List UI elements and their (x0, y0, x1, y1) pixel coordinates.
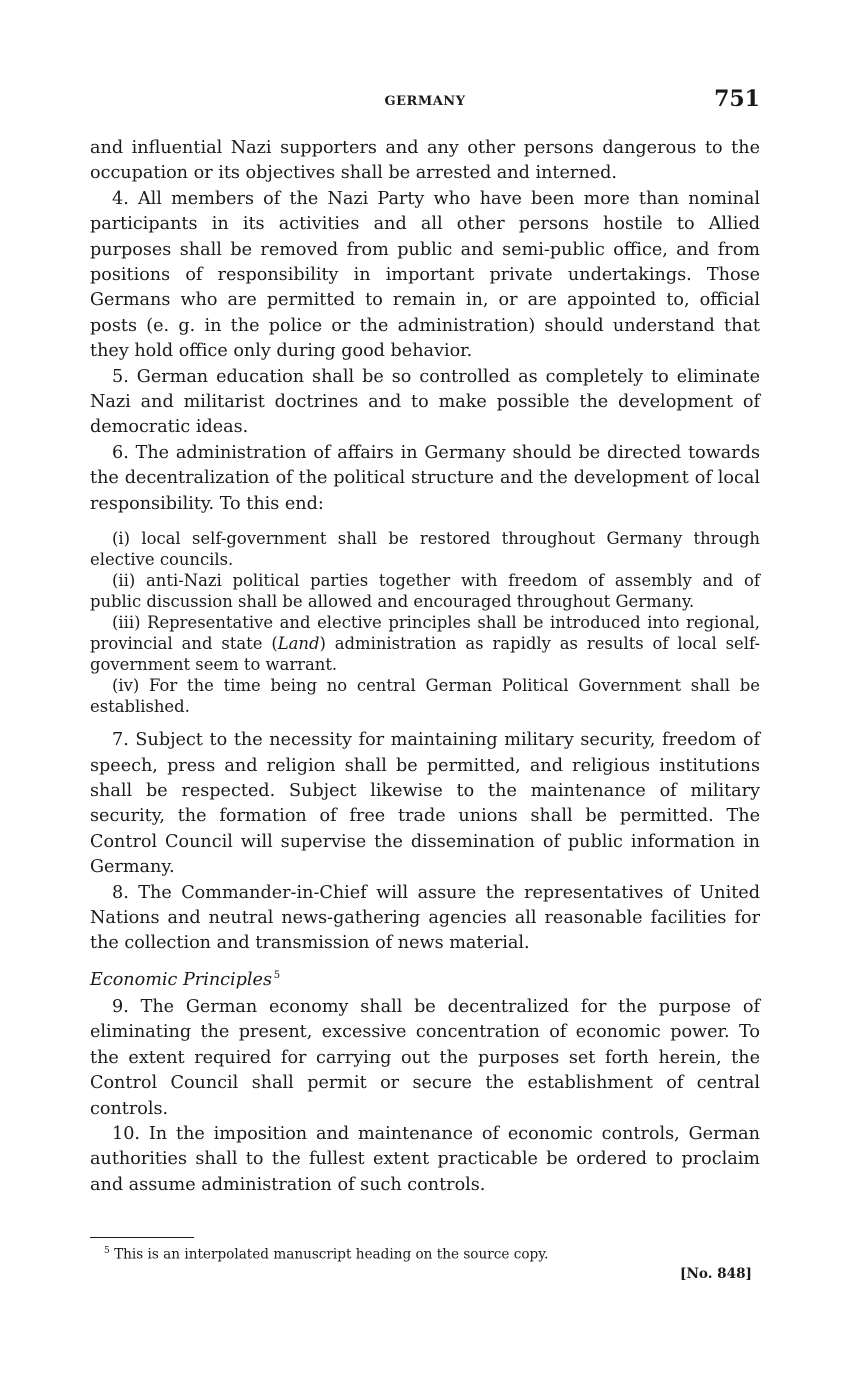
paragraph-7: 7. Subject to the necessity for maintaining military security, freedom of speech, press and religion shall be permitted, and religious institutions shall be respected. Subject likewise to the maintenance of military security, the formation of free trade unions shall be permitted. The Control Council will supervise the dissemination of public information in Germany. (90, 730, 760, 878)
list-item-iii (90, 612, 760, 675)
paragraph-8: 8. The Commander-in-Chief will assure the representatives of United Nations and neutral news-gathering agencies all reasonable facilities for the collection and transmission of news material. (90, 882, 760, 954)
body-text (90, 136, 760, 1198)
list-item-iv: (iv) For the time being no central German Political Government shall be established. (90, 676, 760, 717)
paragraph-6: 6. The administration of affairs in Germany should be directed towards the decentralization of the political structure and the development of local responsibility. To this end: (90, 442, 760, 514)
running-head: GERMANY (384, 94, 466, 109)
sub-list (90, 528, 760, 717)
footnote (104, 1246, 548, 1263)
paragraph-continuation: and influential Nazi supporters and any other persons dangerous to the occupation or its objectives shall be arrested and interned. (90, 138, 760, 184)
list-item-iii-start: (iii) Representative and elective principles shall be introduced into regional, provincial and state ( (90, 613, 760, 654)
footnote-rule (90, 1237, 194, 1238)
page-header (90, 86, 760, 118)
list-item-iii-end: ) administration as rapidly as results of local self-government seem to warrant. (90, 634, 760, 675)
list-item-i: (i) local self-government shall be restored throughout Germany through elective councils. (90, 529, 760, 570)
section-heading-text: Economic Principles (90, 969, 272, 990)
list-item-ii: (ii) anti-Nazi political parties together with freedom of assembly and of public discussion shall be allowed and encouraged throughout Germany. (90, 571, 760, 612)
paragraph-9: 9. The German economy shall be decentralized for the purpose of eliminating the present, excessive concentration of economic power. To the extent required for carrying out the purposes set forth herein, the Control Council shall permit or secure the establishment of central controls. (90, 997, 760, 1119)
paragraph-4: 4. All members of the Nazi Party who have been more than nominal participants in its activities and all other persons hostile to Allied purposes shall be removed from public and semi-public office, and from positions of responsibility in important private undertakings. Those Germans who are permitted to remain in, or are appointed to, official posts (e. g. in the police or the administration) should understand that they hold office only during good behavior. (90, 188, 760, 362)
document-number: [No. 848] (680, 1266, 752, 1282)
paragraph-10: 10. In the imposition and maintenance of economic controls, German authorities shall to the fullest extent practicable be ordered to proclaim and assume administration of such controls. (90, 1124, 760, 1195)
page-number: 751 (714, 86, 760, 112)
footnote-mark: 5 (104, 1246, 110, 1256)
paragraph-5: 5. German education shall be so controlled as completely to eliminate Nazi and militarist doctrines and to make possible the development of democratic ideas. (90, 366, 760, 438)
land-term: Land (277, 634, 320, 654)
footnote-text: This is an interpolated manuscript heading on the source copy. (114, 1246, 549, 1263)
footnote-reference: 5 (273, 969, 281, 981)
section-heading (90, 963, 760, 993)
